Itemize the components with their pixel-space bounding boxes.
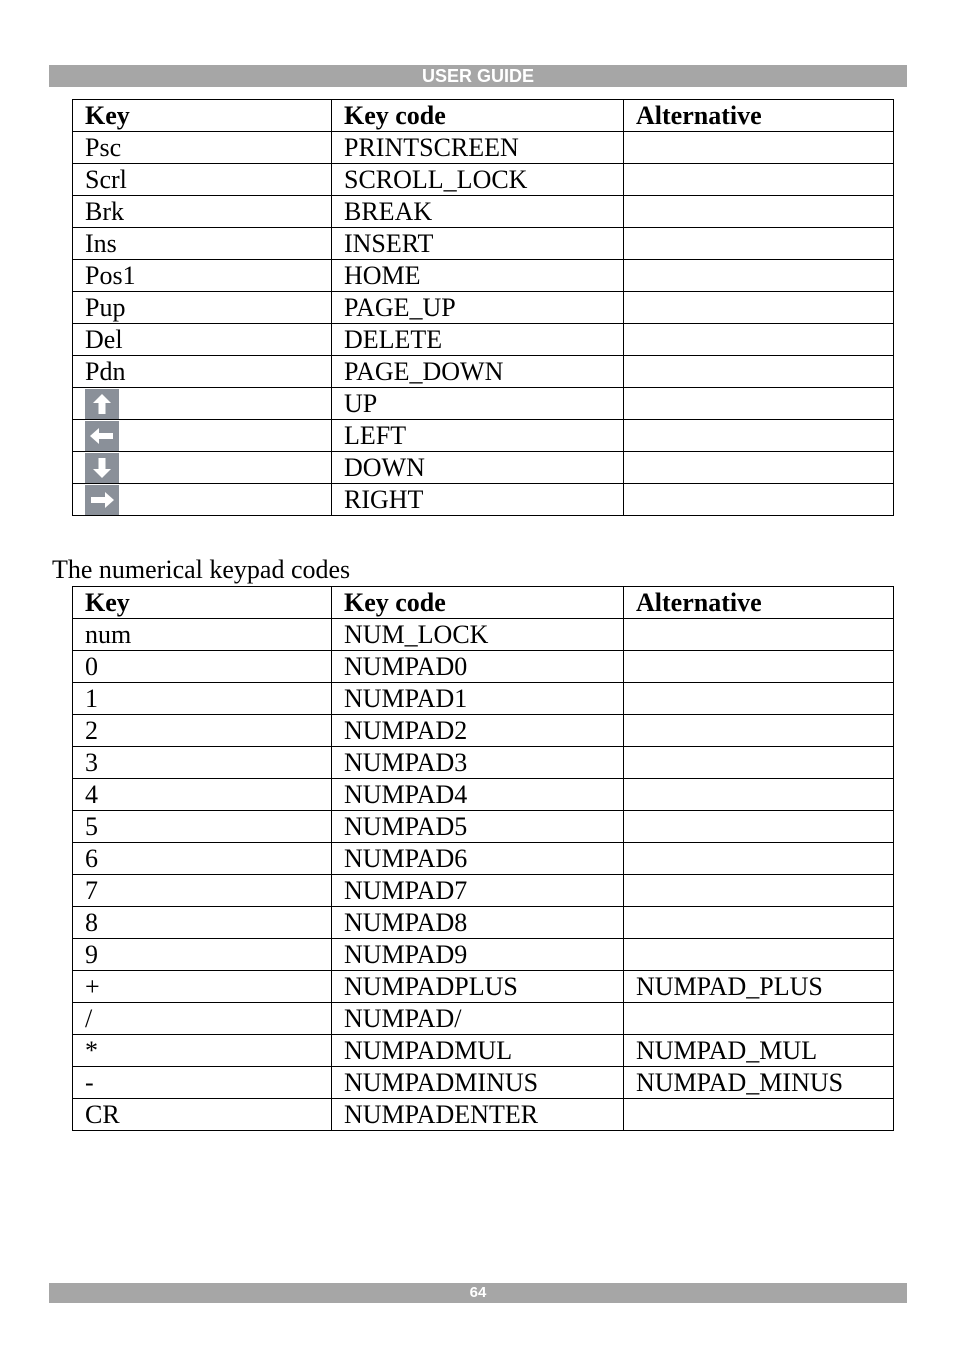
key-code-cell: NUMPAD8: [332, 907, 624, 939]
alternative-cell: NUMPAD_MINUS: [624, 1067, 894, 1099]
key-cell: Pos1: [73, 260, 332, 292]
key-code-cell: NUMPAD0: [332, 651, 624, 683]
key-code-cell: NUMPADMUL: [332, 1035, 624, 1067]
table-row: [73, 132, 894, 164]
header-bar: [49, 65, 907, 87]
key-cell: Pup: [73, 292, 332, 324]
table-row: [73, 843, 894, 875]
alternative-cell: [624, 1003, 894, 1035]
table-row: [73, 484, 894, 516]
key-cell: Ins: [73, 228, 332, 260]
key-code-cell: NUMPAD3: [332, 747, 624, 779]
key-cell: [73, 484, 332, 516]
table-row: [73, 356, 894, 388]
alternative-cell: [624, 196, 894, 228]
key-code-cell: NUM_LOCK: [332, 619, 624, 651]
key-cell: Pdn: [73, 356, 332, 388]
key-code-cell: PAGE_DOWN: [332, 356, 624, 388]
key-cell: [73, 452, 332, 484]
header-key: Key: [73, 100, 332, 132]
table-row: [73, 971, 894, 1003]
table-row: [73, 1099, 894, 1131]
alternative-cell: [624, 452, 894, 484]
header-key-code: Key code: [332, 100, 624, 132]
key-code-cell: NUMPAD7: [332, 875, 624, 907]
header-alternative: Alternative: [624, 100, 894, 132]
key-code-cell: UP: [332, 388, 624, 420]
alternative-cell: [624, 484, 894, 516]
alternative-cell: [624, 228, 894, 260]
key-cell: 3: [73, 747, 332, 779]
key-cell: CR: [73, 1099, 332, 1131]
header-title: USER GUIDE: [421, 66, 535, 86]
key-cell: -: [73, 1067, 332, 1099]
table-row: [73, 715, 894, 747]
key-code-cell: NUMPADPLUS: [332, 971, 624, 1003]
header-key-code: Key code: [332, 587, 624, 619]
key-code-cell: HOME: [332, 260, 624, 292]
key-code-cell: PRINTSCREEN: [332, 132, 624, 164]
key-cell: 2: [73, 715, 332, 747]
alternative-cell: [624, 651, 894, 683]
table-header-row: [73, 587, 894, 619]
alternative-cell: [624, 715, 894, 747]
table-row: [73, 324, 894, 356]
key-code-cell: SCROLL_LOCK: [332, 164, 624, 196]
footer-bar: [49, 1283, 907, 1303]
key-cell: Scrl: [73, 164, 332, 196]
key-code-cell: NUMPAD/: [332, 1003, 624, 1035]
header-key: Key: [73, 587, 332, 619]
key-code-cell: NUMPADENTER: [332, 1099, 624, 1131]
arrow-down-icon: [85, 453, 119, 483]
table-row: [73, 164, 894, 196]
alternative-cell: [624, 420, 894, 452]
table-row: [73, 1003, 894, 1035]
key-cell: *: [73, 1035, 332, 1067]
key-cell: 0: [73, 651, 332, 683]
table-row: [73, 683, 894, 715]
alternative-cell: [624, 324, 894, 356]
key-cell: 4: [73, 779, 332, 811]
alternative-cell: [624, 292, 894, 324]
key-cell: Psc: [73, 132, 332, 164]
alternative-cell: [624, 1099, 894, 1131]
alternative-cell: [624, 939, 894, 971]
alternative-cell: [624, 260, 894, 292]
key-code-cell: NUMPAD5: [332, 811, 624, 843]
key-code-cell: PAGE_UP: [332, 292, 624, 324]
table-row: [73, 292, 894, 324]
key-cell: Brk: [73, 196, 332, 228]
key-cell: 6: [73, 843, 332, 875]
key-cell: /: [73, 1003, 332, 1035]
alternative-cell: NUMPAD_MUL: [624, 1035, 894, 1067]
key-code-cell: DELETE: [332, 324, 624, 356]
key-code-cell: BREAK: [332, 196, 624, 228]
key-code-cell: DOWN: [332, 452, 624, 484]
key-code-cell: NUMPAD4: [332, 779, 624, 811]
key-cell: [73, 388, 332, 420]
key-code-cell: NUMPAD2: [332, 715, 624, 747]
alternative-cell: NUMPAD_PLUS: [624, 971, 894, 1003]
arrow-right-icon: [85, 485, 119, 515]
table-row: [73, 228, 894, 260]
arrow-up-icon: [85, 389, 119, 419]
table-header-row: [73, 100, 894, 132]
key-code-cell: NUMPAD6: [332, 843, 624, 875]
page-number: 64: [469, 1284, 487, 1301]
key-code-cell: LEFT: [332, 420, 624, 452]
key-cell: 5: [73, 811, 332, 843]
alternative-cell: [624, 747, 894, 779]
alternative-cell: [624, 388, 894, 420]
key-code-cell: NUMPAD1: [332, 683, 624, 715]
table-row: [73, 452, 894, 484]
key-cell: 7: [73, 875, 332, 907]
table-row: [73, 619, 894, 651]
alternative-cell: [624, 907, 894, 939]
table-row: [73, 779, 894, 811]
alternative-cell: [624, 164, 894, 196]
table-row: [73, 1035, 894, 1067]
key-cell: Del: [73, 324, 332, 356]
key-cell: +: [73, 971, 332, 1003]
alternative-cell: [624, 779, 894, 811]
numpad-codes-table: [72, 586, 894, 1131]
table-row: [73, 875, 894, 907]
table-row: [73, 260, 894, 292]
table-row: [73, 420, 894, 452]
key-cell: [73, 420, 332, 452]
alternative-cell: [624, 811, 894, 843]
table-row: [73, 651, 894, 683]
key-code-cell: INSERT: [332, 228, 624, 260]
key-code-cell: RIGHT: [332, 484, 624, 516]
key-codes-table: [72, 99, 894, 516]
alternative-cell: [624, 356, 894, 388]
table-row: [73, 747, 894, 779]
section-caption: The numerical keypad codes: [52, 555, 351, 584]
alternative-cell: [624, 619, 894, 651]
table-row: [73, 907, 894, 939]
key-cell: 9: [73, 939, 332, 971]
key-cell: 1: [73, 683, 332, 715]
table-row: [73, 388, 894, 420]
table-row: [73, 939, 894, 971]
key-cell: 8: [73, 907, 332, 939]
key-cell: num: [73, 619, 332, 651]
table-row: [73, 196, 894, 228]
arrow-left-icon: [85, 421, 119, 451]
alternative-cell: [624, 875, 894, 907]
key-code-cell: NUMPAD9: [332, 939, 624, 971]
alternative-cell: [624, 132, 894, 164]
alternative-cell: [624, 843, 894, 875]
table-row: [73, 1067, 894, 1099]
header-alternative: Alternative: [624, 587, 894, 619]
key-code-cell: NUMPADMINUS: [332, 1067, 624, 1099]
table-row: [73, 811, 894, 843]
alternative-cell: [624, 683, 894, 715]
